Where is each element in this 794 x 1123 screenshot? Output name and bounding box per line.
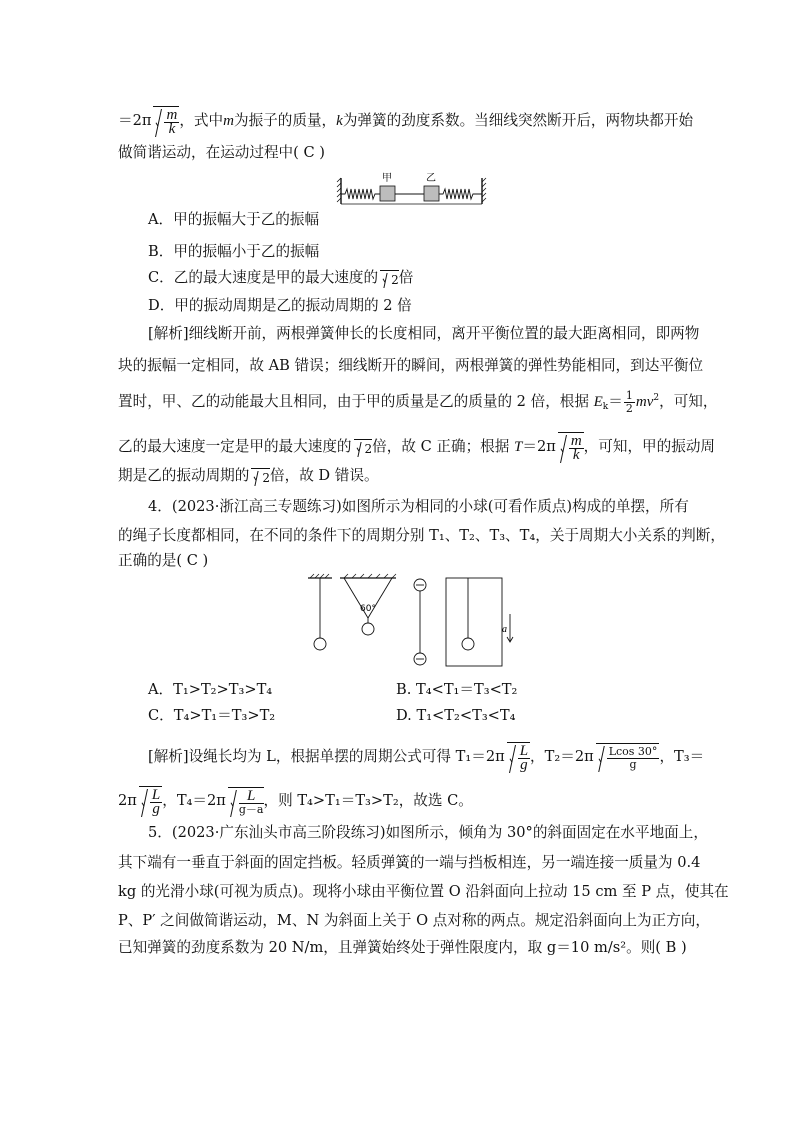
- question-line: 4．(2023·浙江高三专题练习)如图所示为相同的小球(可看作质点)构成的单摆，所有: [148, 498, 689, 515]
- analysis-line: [148, 742, 704, 772]
- pendulum-figure: [306, 574, 506, 670]
- num: Lcos 30°: [608, 745, 658, 758]
- var: k: [168, 121, 176, 137]
- option-d: D. T₁<T₂<T₃<T₄: [396, 707, 516, 724]
- analysis-line: [118, 388, 718, 417]
- angle-label: 60°: [360, 604, 376, 614]
- text: ，T₂＝2π: [530, 748, 594, 765]
- text: ，则 T₄>T₁＝T₃>T₂，故选 C。: [263, 792, 473, 809]
- option-b: B．甲的振幅小于乙的振幅: [148, 243, 320, 260]
- text: 为振子的质量，: [233, 112, 337, 129]
- var: mv: [635, 394, 654, 410]
- text: ，T₄＝2π: [162, 792, 226, 809]
- text: 乙的最大速度一定是甲的最大速度的: [118, 438, 352, 455]
- num: 1: [625, 388, 633, 402]
- var: L: [519, 743, 529, 759]
- text: ，式中: [179, 112, 224, 129]
- pendulum-3: [414, 579, 426, 665]
- var: m: [570, 433, 582, 449]
- option-c: C．T₄>T₁＝T₃>T₂: [148, 707, 276, 724]
- radical: 2: [380, 270, 399, 287]
- question-line: 5．(2023·广东汕头市高三阶段练习)如图所示，倾角为 30°的斜面固定在水平地面上，: [148, 824, 708, 841]
- question-line: 其下端有一垂直于斜面的固定挡板。轻质弹簧的一端与挡板相连，另一端连接一质量为 0.4: [118, 854, 701, 871]
- text: ＝: [608, 393, 623, 410]
- question-line: 的绳子长度都相同，在不同的条件下的周期分别 T₁、T₂、T₃、T₄，关于周期大小关系的判断，: [118, 527, 725, 544]
- option-b: B. T₄<T₁＝T₃<T₂: [396, 681, 518, 698]
- option-a: A．甲的振幅大于乙的振幅: [148, 211, 320, 228]
- var: m: [223, 113, 234, 129]
- question-line: P、P′ 之间做简谐运动，M、N 为斜面上关于 O 点对称的两点。规定沿斜面向上为正方向，: [118, 912, 710, 929]
- accel-label: a: [502, 624, 507, 635]
- spring-figure: [336, 170, 488, 210]
- text: 为弹簧的劲度系数。当细线突然断开后，两物块都开始: [342, 112, 694, 129]
- den: g: [629, 758, 637, 771]
- option-a: A．T₁>T₂>T₃>T₄: [148, 681, 273, 698]
- label-jia: 甲: [382, 173, 392, 184]
- text: ，可知，: [659, 393, 718, 410]
- var: k: [572, 447, 580, 463]
- var: L: [247, 787, 256, 804]
- text: 置时，甲、乙的动能最大且相同，由于甲的质量是乙的质量的 2 倍，根据: [118, 393, 594, 410]
- text: 倍，故 C 正确；根据: [372, 438, 514, 455]
- pendulum-4: [446, 578, 513, 666]
- formula-part: ＝2π: [118, 112, 152, 129]
- text: ，T₃＝: [659, 748, 705, 765]
- sup: 2: [653, 393, 660, 403]
- sub: k: [602, 402, 609, 412]
- text: C．乙的最大速度是甲的最大速度的: [148, 269, 379, 286]
- analysis-line: [解析]细线断开前，两根弹簧伸长的长度相同，离开平衡位置的最大距离相同，即两物: [148, 325, 700, 342]
- den: 2: [625, 401, 633, 415]
- text: ＝2π: [522, 438, 556, 455]
- option-d: D．甲的振动周期是乙的振动周期的 2 倍: [148, 297, 412, 314]
- pendulum-1: [308, 574, 332, 650]
- radical: [558, 432, 584, 462]
- text: 期是乙的振动周期的: [118, 467, 250, 484]
- radical: [153, 106, 179, 136]
- analysis-line: 块的振幅一定相同，故 AB 错误；细线断开的瞬间，两根弹簧的弹性势能相同，到达平衡位: [118, 357, 704, 374]
- text: ，可知，甲的振动周: [583, 438, 716, 455]
- text-line: 做简谐运动，在运动过程中( C ): [118, 144, 325, 161]
- var: g: [520, 757, 528, 773]
- question-line: kg 的光滑小球(可视为质点)。现将小球由平衡位置 O 沿斜面向上拉动 15 cm 至 P 点，使其在: [118, 883, 729, 900]
- var: L: [151, 787, 161, 803]
- var: T: [514, 439, 523, 455]
- question-line: 正确的是( C ): [118, 552, 209, 569]
- analysis-line: [118, 466, 379, 486]
- label-yi: 乙: [426, 173, 436, 184]
- radical: [507, 742, 530, 772]
- analysis-line: [118, 786, 473, 816]
- radical: [228, 787, 264, 816]
- option-c: [148, 268, 413, 288]
- radical: 2: [251, 468, 270, 485]
- question-line: 已知弹簧的劲度系数为 20 N/m，且弹簧始终处于弹性限度内，取 g＝10 m/s²。则( B ): [118, 939, 687, 956]
- radical: 2: [354, 439, 373, 456]
- radical: [139, 786, 162, 816]
- analysis-line: [118, 432, 715, 462]
- text-line: [118, 106, 693, 136]
- var: m: [166, 107, 178, 123]
- den: g－a: [238, 802, 264, 816]
- var: g: [152, 801, 160, 817]
- text: 2π: [118, 792, 137, 809]
- text: [解析]设绳长均为 L，根据单摆的周期公式可得 T₁＝2π: [148, 748, 505, 765]
- var: k: [336, 113, 343, 129]
- text: 倍: [398, 269, 414, 286]
- radical: [596, 743, 660, 771]
- pendulum-2: [340, 574, 396, 635]
- text: 倍，故 D 错误。: [270, 467, 379, 484]
- fraction: [624, 390, 635, 415]
- var: E: [593, 394, 603, 410]
